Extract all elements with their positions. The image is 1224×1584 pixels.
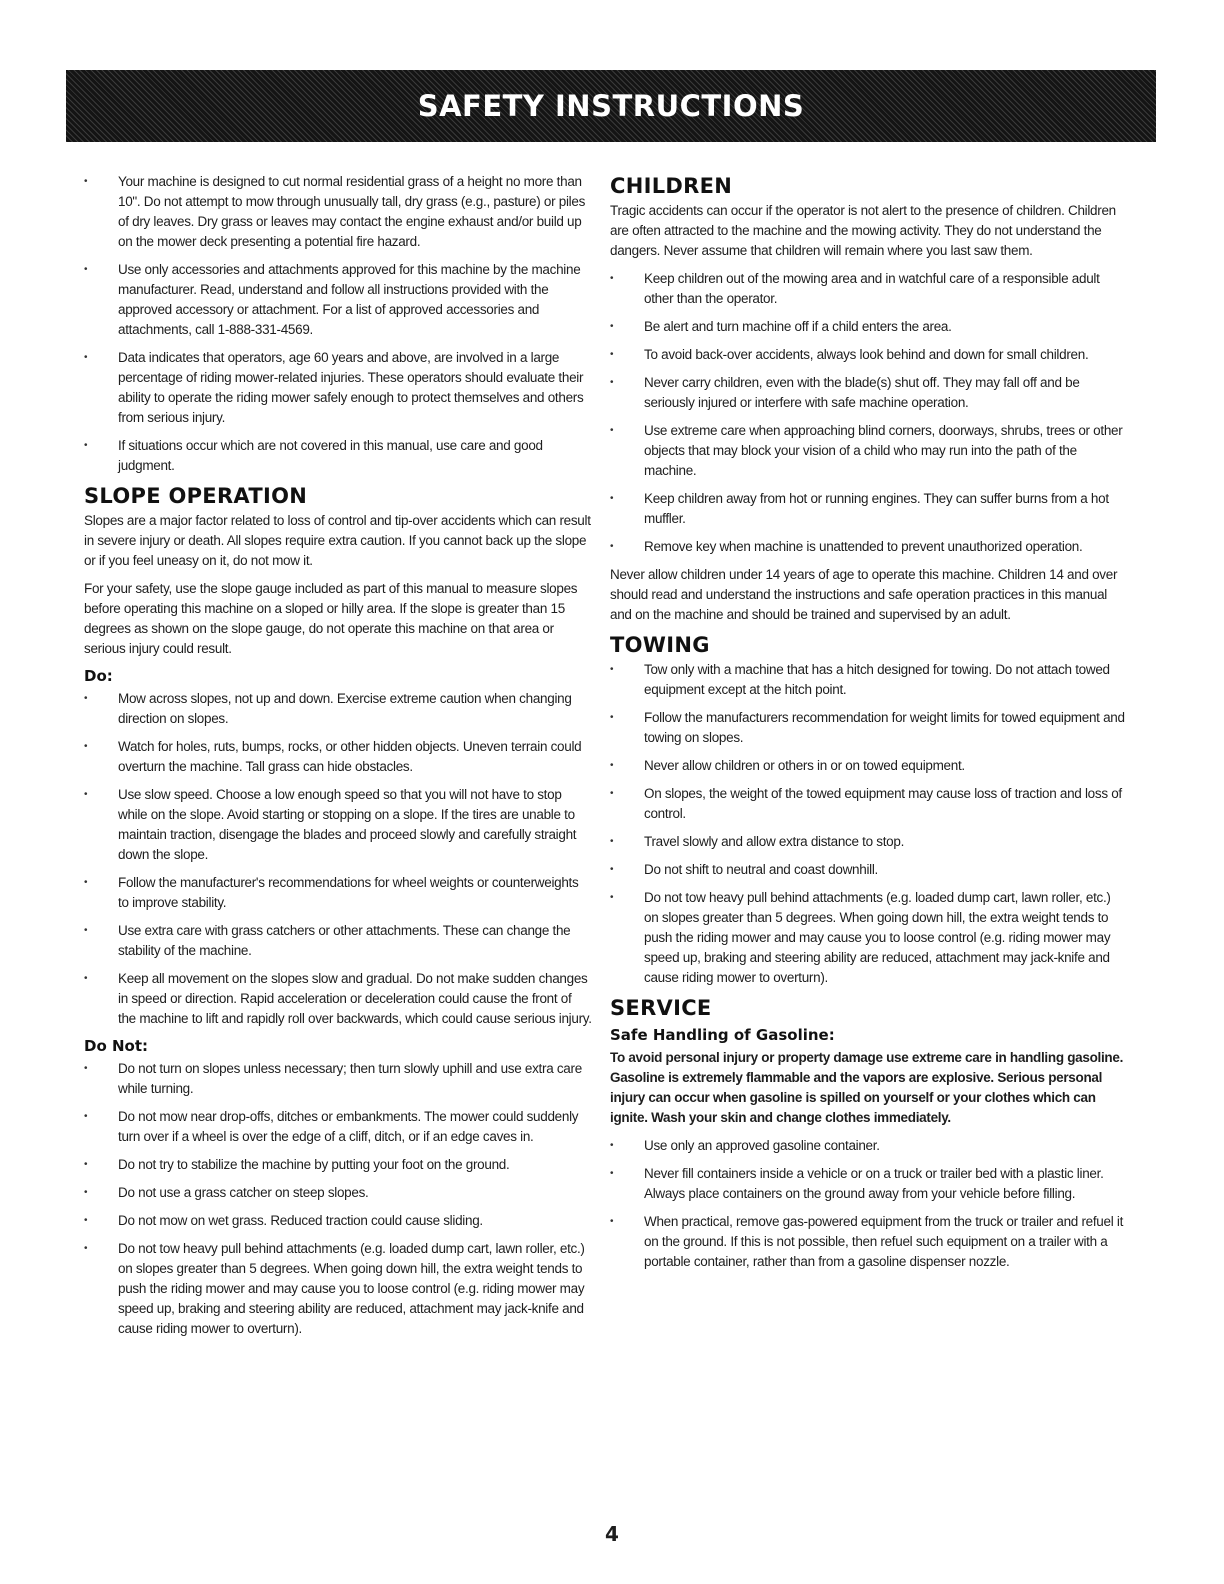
list-item: • When practical, remove gas-powered equipment from the truck or trailer and refuel it on the ground. If this is not possible, then refuel such equipment on a trailer with a portable container, rather than from a gasoline dispenser nozzle. — [610, 1212, 1126, 1272]
right-column — [610, 172, 1126, 1280]
list-item: • Be alert and turn machine off if a child enters the area. — [610, 317, 1126, 337]
page-number: 4 — [605, 1522, 619, 1546]
service-list — [610, 1136, 1126, 1272]
list-item: • If situations occur which are not covered in this manual, use care and good judgment. — [84, 436, 592, 476]
list-item: • Follow the manufacturer's recommendations for wheel weights or counterweights to improve stability. — [84, 873, 592, 913]
section-heading-towing: TOWING — [610, 633, 710, 657]
list-item: • Do not tow heavy pull behind attachments (e.g. loaded dump cart, lawn roller, etc.) on slopes greater than 5 degrees. When going down hill, the extra weight tends to push the riding mower and may cause you to loose control (e.g. riding mower may speed up, braking and steering ability are reduced, attachment may jack-knife and cause riding mower to overturn). — [610, 888, 1126, 988]
list-item: • Remove key when machine is unattended to prevent unauthorized operation. — [610, 537, 1126, 557]
section-heading-slope: SLOPE OPERATION — [84, 484, 308, 508]
left-column — [84, 172, 592, 1347]
slope-paragraph-2: For your safety, use the slope gauge included as part of this manual to measure slopes before operating this machine on a sloped or hilly area. If the slope is greater than 15 degrees as shown on the slope gauge, do not operate this machine on that area or serious injury could result. — [84, 581, 578, 656]
list-item: • Do not mow on wet grass. Reduced traction could cause sliding. — [84, 1211, 592, 1231]
gasoline-subheading: Safe Handling of Gasoline: — [610, 1026, 835, 1044]
list-item: • Use extra care with grass catchers or other attachments. These can change the stability of the machine. — [84, 921, 592, 961]
do-list — [84, 689, 592, 1029]
list-item: • Your machine is designed to cut normal residential grass of a height no more than 10". Do not attempt to mow through unusually tall, dry grass (e.g., pasture) or piles of dry leaves. Dry grass or leaves may contact the engine exhaust and/or build up on the mower deck presenting a potential fire hazard. — [84, 172, 592, 252]
title-banner — [66, 70, 1156, 142]
list-item: • Mow across slopes, not up and down. Exercise extreme caution when changing direction on slopes. — [84, 689, 592, 729]
children-intro: Tragic accidents can occur if the operator is not alert to the presence of children. Children are often attracted to the machine and the mowing activity. They do not understand the dangers. Never assume that children will remain where you last saw them. — [610, 203, 1116, 258]
list-item: • Keep children out of the mowing area and in watchful care of a responsible adult other than the operator. — [610, 269, 1126, 309]
page-title: SAFETY INSTRUCTIONS — [417, 89, 805, 123]
list-item: • Do not shift to neutral and coast downhill. — [610, 860, 1126, 880]
gasoline-warning: To avoid personal injury or property damage use extreme care in handling gasoline. Gasoline is extremely flammable and the vapors are explosive. Serious personal injury can occur when gasoline is spilled on yourself or your clothes which can ignite. Wash your skin and change clothes immediately. — [610, 1050, 1124, 1125]
list-item: • On slopes, the weight of the towed equipment may cause loss of traction and loss of control. — [610, 784, 1126, 824]
list-item: • Do not try to stabilize the machine by putting your foot on the ground. — [84, 1155, 592, 1175]
slope-paragraph-1: Slopes are a major factor related to loss of control and tip-over accidents which can result in severe injury or death. All slopes require extra caution. If you cannot back up the slope or if you feel uneasy on it, do not mow it. — [84, 513, 591, 568]
list-item: • Use only accessories and attachments approved for this machine by the machine manufacturer. Read, understand and follow all instructions provided with the approved accessory or attachment. For a list of approved accessories and attachments, call 1-888-331-4569. — [84, 260, 592, 340]
towing-list — [610, 660, 1126, 988]
list-item: • Do not use a grass catcher on steep slopes. — [84, 1183, 592, 1203]
list-item: • Tow only with a machine that has a hitch designed for towing. Do not attach towed equipment except at the hitch point. — [610, 660, 1126, 700]
children-outro: Never allow children under 14 years of age to operate this machine. Children 14 and over should read and understand the instructions and safe operation practices in this manual and on the machine and should be trained and supervised by an adult. — [610, 567, 1118, 622]
list-item: • Travel slowly and allow extra distance to stop. — [610, 832, 1126, 852]
list-item: • Do not tow heavy pull behind attachments (e.g. loaded dump cart, lawn roller, etc.) on slopes greater than 5 degrees. When going down hill, the extra weight tends to push the riding mower and may cause you to loose control (e.g. riding mower may speed up, braking and steering ability are reduced, attachment may jack-knife and cause riding mower to overturn). — [84, 1239, 592, 1339]
list-item: • Keep children away from hot or running engines. They can suffer burns from a hot muffler. — [610, 489, 1126, 529]
list-item: • Use extreme care when approaching blind corners, doorways, shrubs, trees or other objects that may block your vision of a child who may run into the path of the machine. — [610, 421, 1126, 481]
do-not-list — [84, 1059, 592, 1339]
list-item: • Do not mow near drop-offs, ditches or embankments. The mower could suddenly turn over if a wheel is over the edge of a cliff, ditch, or if an edge caves in. — [84, 1107, 592, 1147]
section-heading-children: CHILDREN — [610, 174, 733, 198]
section-heading-service: SERVICE — [610, 996, 712, 1020]
list-item: • Watch for holes, ruts, bumps, rocks, or other hidden objects. Uneven terrain could overturn the machine. Tall grass can hide obstacles. — [84, 737, 592, 777]
list-item: • Use slow speed. Choose a low enough speed so that you will not have to stop while on the slope. Avoid starting or stopping on a slope. If the tires are unable to maintain traction, disengage the blades and proceed slowly and carefully straight down the slope. — [84, 785, 592, 865]
list-item: • Never allow children or others in or on towed equipment. — [610, 756, 1126, 776]
list-item: • To avoid back-over accidents, always look behind and down for small children. — [610, 345, 1126, 365]
list-item: • Follow the manufacturers recommendation for weight limits for towed equipment and towing on slopes. — [610, 708, 1126, 748]
do-not-heading: Do Not: — [84, 1037, 149, 1055]
list-item: • Never carry children, even with the blade(s) shut off. They may fall off and be seriously injured or interfere with safe machine operation. — [610, 373, 1126, 413]
list-item: • Do not turn on slopes unless necessary; then turn slowly uphill and use extra care while turning. — [84, 1059, 592, 1099]
intro-list — [84, 172, 592, 476]
list-item: • Data indicates that operators, age 60 years and above, are involved in a large percentage of riding mower-related injuries. These operators should evaluate their ability to operate the riding mower safely enough to protect themselves and others from serious injury. — [84, 348, 592, 428]
list-item: • Use only an approved gasoline container. — [610, 1136, 1126, 1156]
children-list — [610, 269, 1126, 557]
list-item: • Keep all movement on the slopes slow and gradual. Do not make sudden changes in speed or direction. Rapid acceleration or deceleration could cause the front of the machine to lift and rapidly roll over backwards, which could cause serious injury. — [84, 969, 592, 1029]
do-heading: Do: — [84, 667, 113, 685]
list-item: • Never fill containers inside a vehicle or on a truck or trailer bed with a plastic liner. Always place containers on the ground away from your vehicle before filling. — [610, 1164, 1126, 1204]
